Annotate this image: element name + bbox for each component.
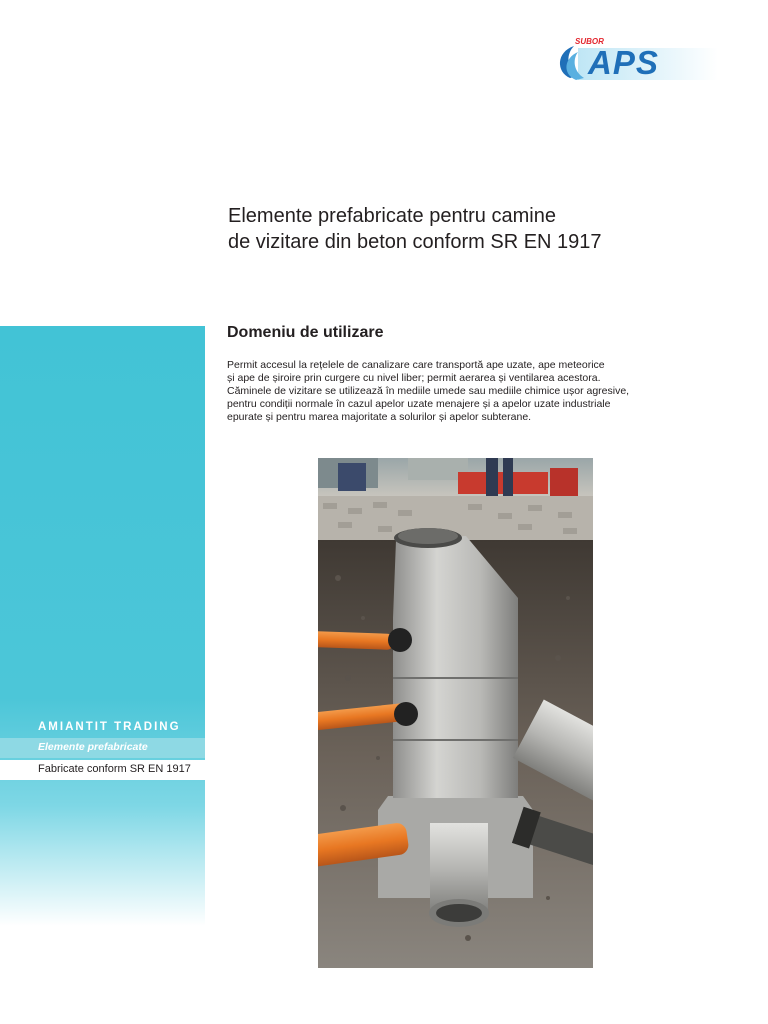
aps-logo — [548, 38, 718, 88]
sidebar-item-label: Fabricate conform SR EN 1917 — [38, 763, 191, 775]
body-line-2: și ape de șiroire prin curgere cu nivel liber; permit aerarea și ventilarea acestora. — [227, 372, 601, 384]
title-line-1: Elemente prefabricate pentru camine — [228, 205, 556, 227]
logo-brand: APS — [588, 44, 659, 81]
sidebar-item-prefabricate — [0, 738, 205, 758]
body-line-4: pentru condiții normale în cazul apelor uzate menajere și a apelor uzate industriale — [227, 398, 611, 410]
manhole-photo — [318, 458, 593, 968]
title-line-2: de vizitare din beton conform SR EN 1917 — [228, 231, 602, 253]
sidebar-item-label: Elemente prefabricate — [38, 741, 148, 753]
section-body — [227, 359, 687, 424]
section-heading: Domeniu de utilizare — [227, 324, 384, 341]
body-line-5: epurate și pentru marea majoritate a solurilor și apelor subterane. — [227, 411, 532, 423]
page-title — [228, 203, 728, 255]
sidebar-item-standard — [0, 760, 205, 780]
body-line-3: Căminele de vizitare se utilizează în mediile umede sau mediile chimice ușor agresive, — [227, 385, 630, 397]
sidebar-band — [0, 326, 205, 926]
logo-tagline: SUBOR — [575, 37, 604, 46]
body-line-1: Permit accesul la rețelele de canalizare care transportă ape uzate, ape meteorice — [227, 359, 605, 371]
company-name: AMIANTIT TRADING — [38, 721, 181, 733]
